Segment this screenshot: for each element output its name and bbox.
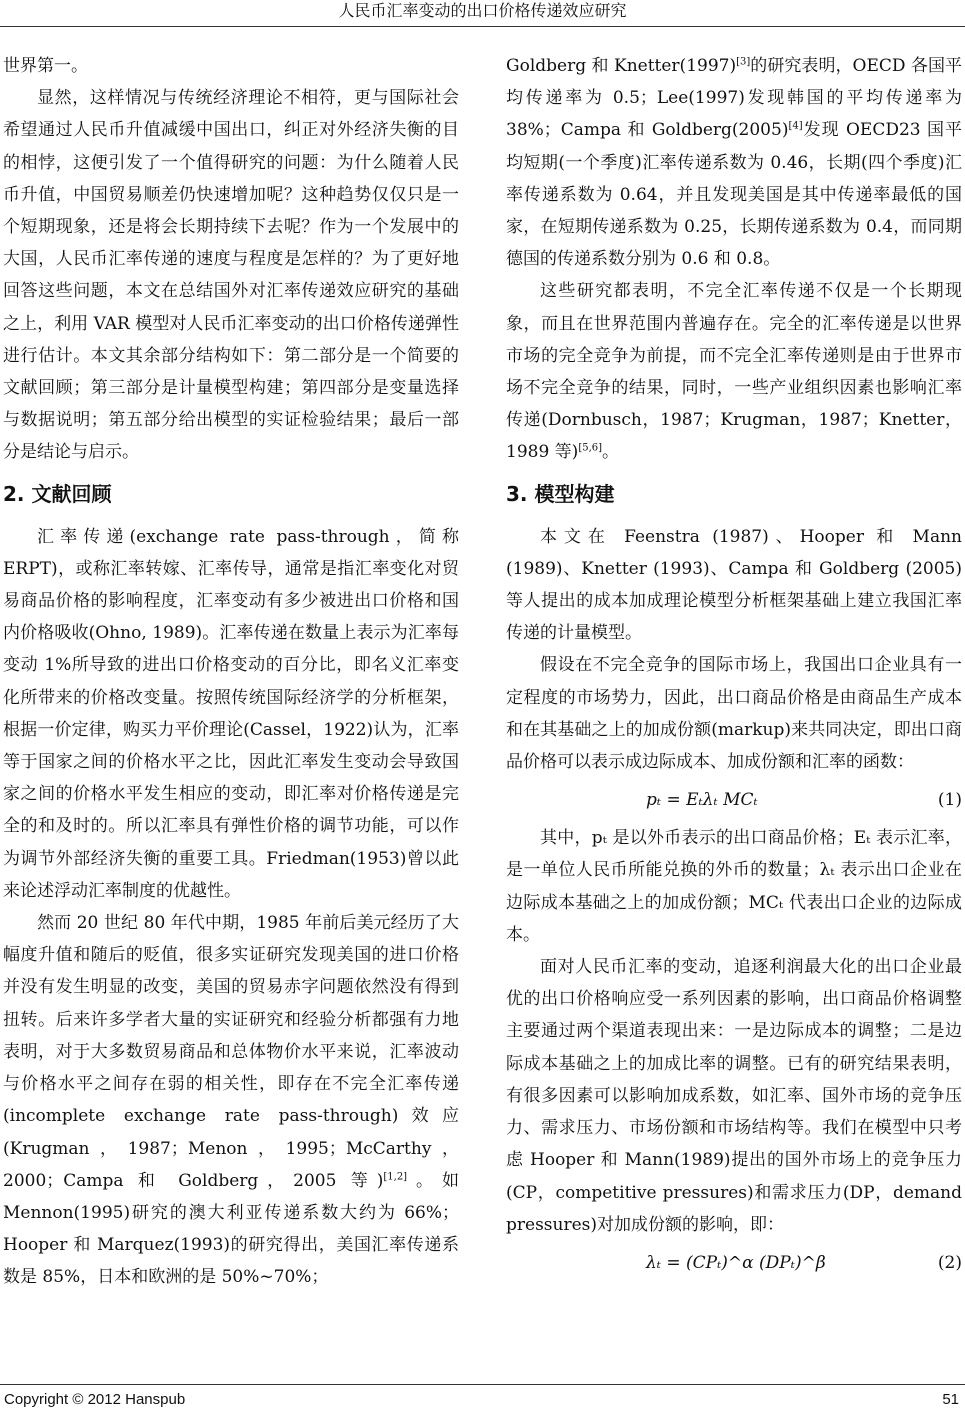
text-run: 然而 20 世纪 80 年代中期，1985 年前后美元经历了大幅度升值和随后的贬值，很多实证研究发现美国的进口价格并没有发生明显的改变，美国的贸易赤字问题依然没有得到扭转。后来许多学者大量的实证研究和经验分析都强有力地表明，对于大多数贸易商品和总体物价水平来说，汇率波动与价格水平之间存在弱的相关性，即存在不完全汇率传递(incomplete exchange rate pass-through)效应(Krugman，1987；Menon，1995；McCarthy，2000；Campa 和 Goldberg，2005 等) bbox=[3, 913, 459, 1191]
paragraph: 汇率传递(exchange rate pass-through，简称 ERPT)，或称汇率转嫁、汇率传导，通常是指汇率变化对贸易商品价格的影响程度，汇率变动有多少被进出口价格和国内价格吸收(Ohno, 1989)。汇率传递在数量上表示为汇率每变动 1%所导致的进出口价格变动的百分比，即名义汇率变化所带来的价格改变量。按照传统国际经济学的分析框架，根据一价定律，购买力平价理论(Cassel，1922)认为，汇率等于国家之间的价格水平之比，因此汇率发生变动会导致国家之间的价格水平发生相应的变动，即汇率对价格传递是完全的和及时的。所以汇率具有弹性价格的调节功能，可以作为调节外部经济失衡的重要工具。Friedman(1953)曾以此来论述浮动汇率制度的优越性。 bbox=[3, 526, 459, 901]
citation-ref: [4] bbox=[788, 120, 803, 132]
page-footer bbox=[0, 1384, 965, 1415]
right-column bbox=[506, 50, 962, 1285]
text-run: Goldberg 和 Knetter(1997) bbox=[506, 56, 737, 76]
paragraph: 面对人民币汇率的变动，追逐利润最大化的出口企业最优的出口价格响应受一系列因素的影响，出口商品价格调整主要通过两个渠道表现出来：一是边际成本的调整；二是边际成本基础之上的加成比率的调整。已有的研究结果表明，有很多因素可以影响加成系数，如汇率、国外市场的竞争压力、需求压力、市场份额和市场结构等。我们在模型中只考虑 Hooper 和 Mann(1989)提出的国外市场上的竞争压力(CP，competitive pressures)和需求压力(DP，demand pressures)对加成份额的影响，即： bbox=[506, 957, 962, 1235]
citation-ref: [3] bbox=[736, 56, 751, 68]
page-number: 51 bbox=[942, 1391, 959, 1408]
equation-1 bbox=[506, 780, 962, 820]
equation-body: λₜ = (CPₜ)^α (DPₜ)^β bbox=[646, 1252, 826, 1273]
citation-ref: [1,2] bbox=[383, 1171, 408, 1183]
equation-number: (1) bbox=[937, 790, 962, 811]
running-header bbox=[0, 0, 965, 27]
citation-ref: [5,6] bbox=[578, 442, 603, 454]
paragraph: 假设在不完全竞争的国际市场上，我国出口企业具有一定程度的市场势力，因此，出口商品价格是由商品生产成本和在其基础之上的加成份额(markup)来共同决定，即出口商品价格可以表示成边际成本、加成份额和汇率的函数： bbox=[506, 655, 962, 773]
paragraph bbox=[3, 907, 459, 1293]
text-run: 发现 OECD23 国平均短期(一个季度)汇率传递系数为 0.46，长期(四个季度)汇率传递系数为 0.64，并且发现美国是其中传递率最低的国家，在短期传递系数为 0.25，长期传递系数为 0.4，而同期德国的传递系数分别为 0.6 和 0.8。 bbox=[506, 120, 962, 270]
paragraph bbox=[506, 275, 962, 468]
text-run: 。如 Mennon(1995)研究的澳大利亚传递系数大约为 66%；Hooper 和 Marquez(1993)的研究得出，美国汇率传递系数是 85%，日本和欧洲的是 50%~70%； bbox=[3, 1170, 459, 1288]
section-heading-model: 3. 模型构建 bbox=[506, 481, 615, 506]
paragraph bbox=[506, 50, 962, 275]
left-column bbox=[3, 50, 459, 1294]
paragraph: 显然，这样情况与传统经济理论不相符，更与国际社会希望通过人民币升值减缓中国出口，纠正对外经济失衡的目的相悖，这便引发了一个值得研究的问题：为什么随着人民币升值，中国贸易顺差仍快速增加呢？这种趋势仅仅只是一个短期现象，还是将会长期持续下去呢？作为一个发展中的大国，人民币汇率传递的速度与程度是怎样的？为了更好地回答这些问题，本文在总结国外对汇率传递效应研究的基础之上，利用 VAR 模型对人民币汇率变动的出口价格传递弹性进行估计。本文其余部分结构如下：第二部分是一个简要的文献回顾；第三部分是计量模型构建；第四部分是变量选择与数据说明；第五部分给出模型的实证检验结果；最后一部分是结论与启示。 bbox=[3, 88, 459, 463]
equation-number: (2) bbox=[937, 1252, 962, 1273]
text-run: 。 bbox=[602, 442, 620, 463]
equation-2 bbox=[506, 1243, 962, 1283]
section-heading-literature-review: 2. 文献回顾 bbox=[3, 481, 112, 506]
copyright-notice: Copyright © 2012 Hanspub bbox=[4, 1391, 186, 1408]
equation-body: pₜ = Eₜλₜ MCₜ bbox=[646, 790, 758, 811]
text-run: 这些研究都表明，不完全汇率传递不仅是一个长期现象，而且在世界范围内普遍存在。完全的汇率传递是以世界市场的完全竞争为前提，而不完全汇率传递则是由于世界市场不完全竞争的结果，同时，一些产业组织因素也影响汇率传递(Dornbusch，1987；Krugman，1987；Knetter，1989 等) bbox=[506, 281, 962, 463]
running-header-title: 人民币汇率变动的出口价格传递效应研究 bbox=[338, 1, 627, 20]
paragraph: 世界第一。 bbox=[3, 56, 88, 76]
text-run: 的研究表明，OECD 各国平均传递率为 0.5；Lee(1997)发现韩国的平均传递率为 38%；Campa 和 Goldberg(2005) bbox=[506, 56, 963, 141]
paragraph: 本文在 Feenstra (1987)、Hooper 和 Mann (1989)、Knetter (1993)、Campa 和 Goldberg (2005)等人提出的成本加成理论模型分析框架基础上建立我国汇率传递的计量模型。 bbox=[506, 526, 962, 644]
paragraph: 其中，pₜ 是以外币表示的出口商品价格；Eₜ 表示汇率，是一单位人民币所能兑换的外币的数量；λₜ 表示出口企业在边际成本基础之上的加成份额；MCₜ 代表出口企业的边际成本。 bbox=[506, 828, 962, 945]
